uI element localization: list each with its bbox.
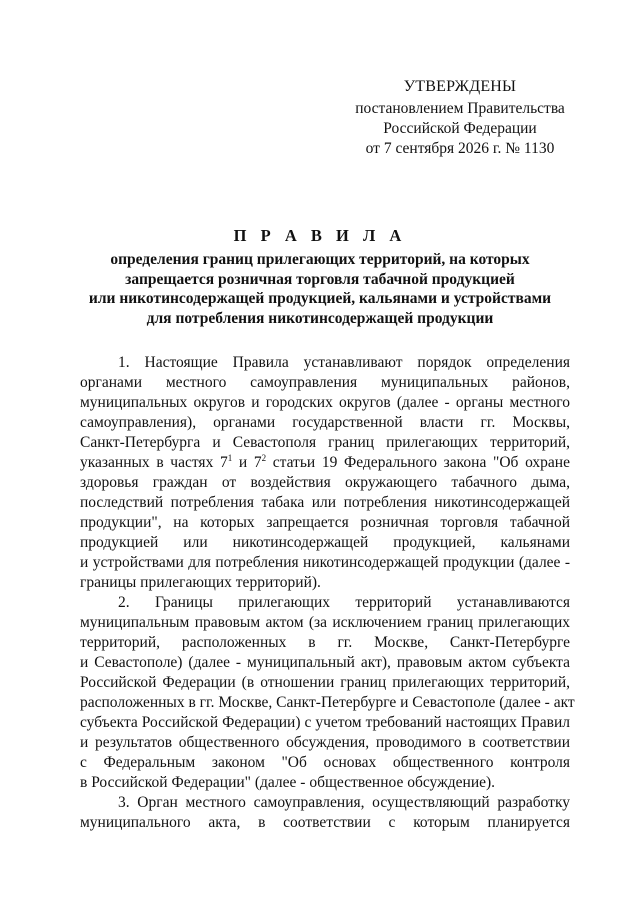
- approval-line: Российской Федерации: [383, 120, 537, 137]
- document-subtitle-line: запрещается розничная торговля табачной продукцией: [125, 270, 515, 288]
- paragraph-1-line: и устройствами для потребления никотинсодержащей продукции (далее -: [80, 554, 570, 571]
- paragraph-2-line: территорий, расположенных в гг. Москве, Санкт-Петербурге: [80, 634, 570, 651]
- text-fragment: указанных в частях 7: [80, 454, 228, 471]
- paragraph-1-line-with-superscripts: [80, 453, 570, 473]
- paragraph-2-line: 2. Границы прилегающих территорий устанавливаются: [118, 594, 570, 611]
- document-subtitle-line: для потребления никотинсодержащей продукции: [146, 309, 494, 327]
- superscript: 2: [261, 453, 267, 463]
- paragraph-3-line: 3. Орган местного самоуправления, осуществляющий разработку: [118, 794, 570, 811]
- paragraph-2-line: и результатов общественного обсуждения, проводимого в соответствии: [80, 734, 570, 751]
- document-body: [80, 353, 575, 833]
- paragraph-1-line: последствий потребления табака или потребления никотинсодержащей: [80, 494, 570, 511]
- paragraph-2-line: Российской Федерации (в отношении границ прилегающих территорий,: [80, 674, 570, 691]
- paragraph-1-line: самоуправления), органами государственной власти гг. Москвы,: [80, 414, 570, 431]
- paragraph-2-line: и Севастополе) (далее - муниципальный акт), правовым актом субъекта: [80, 654, 570, 671]
- paragraph-1-line: 1. Настоящие Правила устанавливают порядок определения: [118, 354, 570, 371]
- document-title-block: [60, 226, 580, 328]
- text-fragment: статьи 19 Федерального закона "Об охране: [266, 454, 570, 471]
- paragraph-1-line: органами местного самоуправления муниципальных районов,: [80, 374, 570, 391]
- approval-heading: УТВЕРЖДЕНЫ: [403, 78, 517, 95]
- document-subtitle-line: или никотинсодержащей продукцией, кальянами и устройствами: [88, 290, 552, 307]
- superscript: 1: [227, 453, 233, 463]
- approval-stamp: [330, 77, 590, 159]
- paragraph-1-line: продукции", на которых запрещается розничная торговля табачной: [80, 514, 570, 531]
- paragraph-2-line: расположенных в гг. Москве, Санкт-Петербурге и Севастополе (далее - акт: [80, 694, 575, 711]
- document-title: П Р А В И Л А: [233, 226, 407, 245]
- paragraph-1-line: здоровья граждан от воздействия окружающего табачного дыма,: [80, 474, 570, 491]
- text-fragment: и 7: [232, 454, 262, 471]
- paragraph-2-line: субъекта Российской Федерации) с учетом требований настоящих Правил: [80, 714, 570, 731]
- paragraph-2-line: в Российской Федерации" (далее - общественное обсуждение).: [80, 774, 496, 791]
- approval-line: постановлением Правительства: [355, 100, 565, 117]
- document-subtitle-line: определения границ прилегающих территорий, на которых: [110, 251, 530, 268]
- paragraph-1-line: Санкт-Петербурга и Севастополя границ прилегающих территорий,: [80, 434, 570, 451]
- paragraph-2-line: муниципальным правовым актом (за исключением границ прилегающих: [80, 614, 570, 631]
- paragraph-3-line: муниципального акта, в соответствии с которым планируется: [80, 814, 570, 831]
- approval-date-line: от 7 сентября 2026 г. № 1130: [365, 140, 555, 157]
- paragraph-1-line: границы прилегающих территорий).: [80, 574, 321, 591]
- paragraph-2-line: с Федеральным законом "Об основах общественного контроля: [80, 754, 570, 771]
- paragraph-1-line: продукцией или никотинсодержащей продукцией, кальянами: [80, 534, 570, 551]
- paragraph-1-line: муниципальных округов и городских округов (далее - органы местного: [80, 394, 570, 411]
